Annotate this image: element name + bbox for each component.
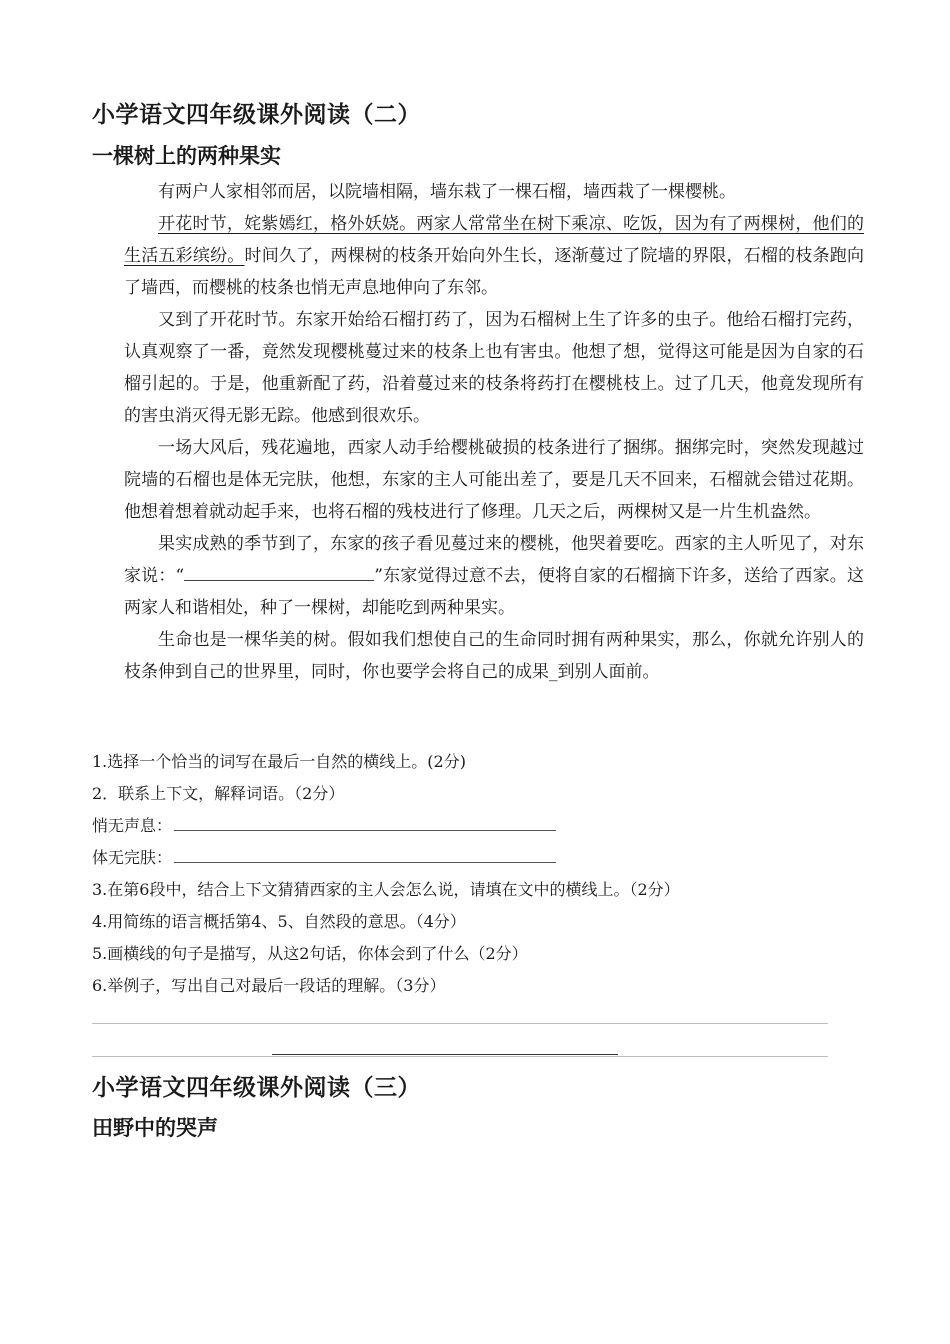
question-6: 6.举例子，写出自己对最后一段话的理解。（3分） xyxy=(92,976,446,995)
paragraph-5-before: 果实成熟的季节到了，东家的孩子看见蔓过来的樱桃，他哭着要吃。西家的主人听见了，对东家说：“ xyxy=(124,534,864,586)
term-label-2: 体无完肤： xyxy=(92,848,173,867)
answer-rule-2[interactable] xyxy=(92,1056,828,1057)
question-2b xyxy=(92,842,872,874)
paragraph-5 xyxy=(124,528,864,624)
question-2: 2．联系上下文，解释词语。（2分） xyxy=(92,784,345,803)
answer-rule-1[interactable] xyxy=(92,1023,828,1024)
paragraph-4: 一场大风后，残花遍地，西家人动手给樱桃破损的枝条进行了捆绑。捆绑完时，突然发现越过院墙的石榴也是体无完肤，他想，东家的主人可能出差了，要是几天不回来，石榴就会错过花期。他想着想着就动起手来，也将石榴的残枝进行了修理。几天之后，两棵树又是一片生机盎然。 xyxy=(124,438,864,522)
answer-line-1[interactable] xyxy=(174,810,556,831)
article-title-2: 田野中的哭声 xyxy=(92,1116,218,1140)
answer-line-2[interactable] xyxy=(174,842,556,863)
underlined-sentence: 开花时节，姹紫嫣红，格外妖娆。两家人常常坐在树下乘凉、吃饭，因为有了两棵树，他们的生活五彩缤纷。 xyxy=(124,214,864,266)
question-5: 5.画横线的句子是描写，从这2句话，你体会到了什么（2分） xyxy=(92,944,528,963)
term-label-1: 悄无声息： xyxy=(92,816,173,835)
quote-answer-blank[interactable] xyxy=(184,562,374,581)
section-title: 小学语文四年级课外阅读（二） xyxy=(92,102,421,128)
paragraph-2 xyxy=(124,208,864,304)
question-list xyxy=(92,746,872,1002)
article-title: 一棵树上的两种果实 xyxy=(92,144,281,168)
paragraph-2-rest: 时间久了，两棵树的枝条开始向外生长，逐渐蔓过了院墙的界限，石榴的枝条跑向了墙西，而樱桃的枝条也悄无声息地伸向了东邻。 xyxy=(124,246,864,298)
question-2a xyxy=(92,810,872,842)
question-1: 1.选择一个恰当的词写在最后一自然的横线上。(2分) xyxy=(92,752,466,771)
article-body xyxy=(124,176,864,688)
question-4: 4.用简练的语言概括第4、5、自然段的意思。（4分） xyxy=(92,912,466,931)
answer-rule-2-underline xyxy=(272,1054,618,1055)
section-title-2: 小学语文四年级课外阅读（三） xyxy=(92,1075,421,1101)
paragraph-3: 又到了开花时节。东家开始给石榴打药了，因为石榴树上生了许多的虫子。他给石榴打完药，认真观察了一番，竟然发现樱桃蔓过来的枝条上也有害虫。他想了想，觉得这可能是因为自家的石榴引起的。于是，他重新配了药，沿着蔓过来的枝条将药打在樱桃枝上。过了几天，他竟发现所有的害虫消灭得无影无踪。他感到很欢乐。 xyxy=(124,310,864,426)
question-3: 3.在第6段中，结合上下文猜猜西家的主人会怎么说，请填在文中的横线上。（2分） xyxy=(92,880,680,899)
paragraph-6: 生命也是一棵华美的树。假如我们想使自己的生命同时拥有两种果实，那么，你就允许别人的枝条伸到自己的世界里，同时，你也要学会将自己的成果_到别人面前。 xyxy=(124,630,864,682)
paragraph-5-after: ”东家觉得过意不去，便将自家的石榴摘下许多，送给了西家。这两家人和谐相处，种了一棵树，却能吃到两种果实。 xyxy=(124,566,864,618)
paragraph-1: 有两户人家相邻而居，以院墙相隔，墙东栽了一棵石榴，墙西栽了一棵樱桃。 xyxy=(158,182,736,202)
